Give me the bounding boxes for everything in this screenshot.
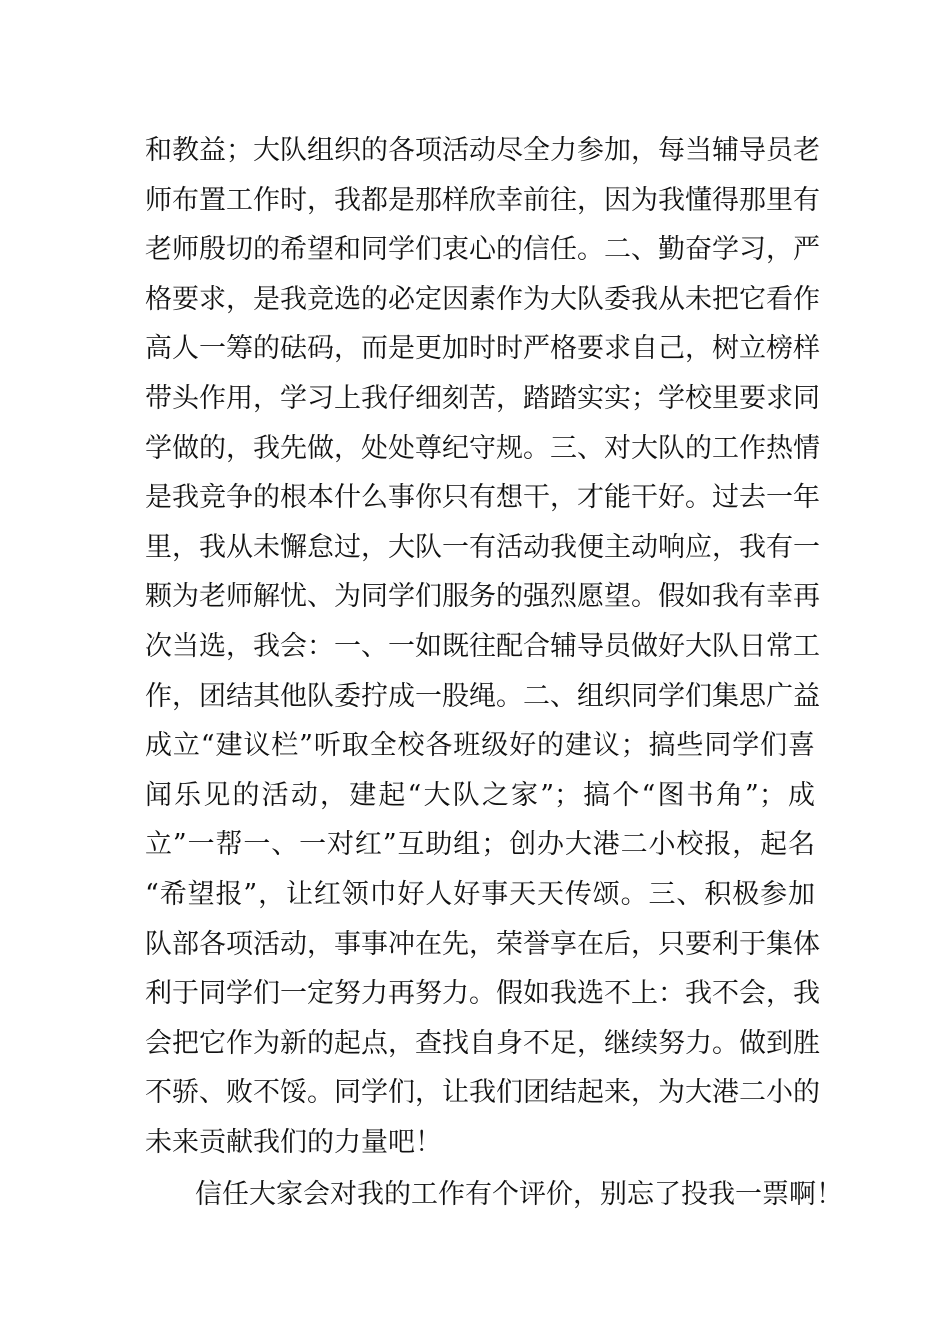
paragraph-line-18: 利于同学们一定努力再努力。假如我选不上：我不会，我 — [145, 978, 820, 1010]
paragraph-line-14: 闻乐见的活动，建起“大队之家”；搞个“图书角”；成 — [145, 779, 815, 811]
paragraph-line-2: 师布置工作时，我都是那样欣幸前往，因为我懂得那里有 — [145, 184, 820, 216]
paragraph-line-4: 格要求，是我竞选的必定因素作为大队委我从未把它看作 — [145, 283, 820, 315]
paragraph-line-9: 里，我从未懈怠过，大队一有活动我便主动响应，我有一 — [145, 531, 820, 563]
paragraph-line-5: 高人一筹的砝码，而是更加时时严格要求自己，树立榜样 — [145, 333, 820, 365]
paragraph-line-1: 和教益；大队组织的各项活动尽全力参加，每当辅导员老 — [145, 135, 820, 166]
paragraph-line-13: 成立“建议栏”听取全校各班级好的建议；搞些同学们喜 — [145, 730, 815, 762]
paragraph-line-12: 作，团结其他队委拧成一股绳。二、组织同学们集思广益 — [145, 680, 820, 712]
document-body — [145, 126, 843, 1223]
paragraph-line-7: 学做的，我先做，处处尊纪守规。三、对大队的工作热情 — [145, 432, 820, 464]
paragraph-line-3: 老师殷切的希望和同学们衷心的信任。二、勤奋学习，严 — [145, 234, 820, 266]
paragraph-line-20: 不骄、败不馁。同学们，让我们团结起来，为大港二小的 — [145, 1077, 820, 1109]
paragraph-line-17: 队部各项活动，事事冲在先，荣誉享在后，只要利于集体 — [145, 928, 820, 960]
paragraph-line-8: 是我竞争的根本什么事你只有想干，才能干好。过去一年 — [145, 482, 820, 514]
paragraph-line-19: 会把它作为新的起点，查找自身不足，继续努力。做到胜 — [145, 1027, 820, 1059]
paragraph-line-16: “希望报”，让红领巾好人好事天天传颂。三、积极参加 — [145, 878, 815, 910]
paragraph-line-15: 立”一帮一、一对红”互助组；创办大港二小校报，起名 — [145, 829, 815, 861]
paragraph-line-11: 次当选，我会：一、一如既往配合辅导员做好大队日常工 — [145, 630, 820, 662]
paragraph-line-6: 带头作用，学习上我仔细刻苦，踏踏实实；学校里要求同 — [145, 382, 820, 414]
paragraph-line-21: 未来贡献我们的力量吧！ — [145, 1126, 442, 1158]
paragraph-line-10: 颗为老师解忧、为同学们服务的强烈愿望。假如我有幸再 — [145, 581, 820, 613]
closing-paragraph: 信任大家会对我的工作有个评价，别忘了投我一票啊！ — [195, 1179, 843, 1211]
